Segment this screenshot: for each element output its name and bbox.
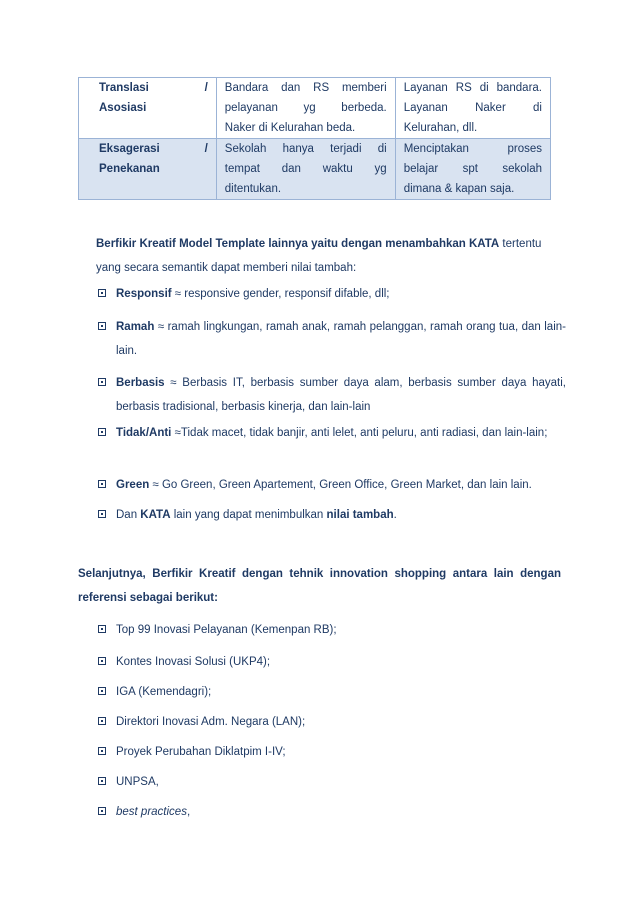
- cell-text: Sekolah hanya terjadi di: [224, 143, 387, 155]
- item-text: ≈ Go Green, Green Apartement, Green Office, Green Market, dan lain lain.: [149, 479, 532, 491]
- cell-line: [225, 78, 387, 98]
- list-item: [96, 740, 566, 764]
- list-item: [96, 800, 566, 824]
- checkbox-bullet-icon: [98, 428, 106, 436]
- list-item: [96, 680, 566, 704]
- row-label-slash: /: [204, 82, 208, 94]
- intro-paragraph: [96, 232, 566, 280]
- table-row: [79, 139, 551, 200]
- list-item: [96, 618, 566, 642]
- list-item: [96, 371, 566, 419]
- cell-line: [225, 118, 387, 138]
- intro-line2: yang secara semantik dapat memberi nilai tambah:: [96, 262, 357, 274]
- cell-line: [404, 118, 542, 138]
- row-label-slash: /: [204, 143, 208, 155]
- item-keyword: Berbasis: [116, 377, 165, 389]
- list-item: [96, 421, 566, 445]
- list-item: [96, 282, 566, 306]
- cell-line: [225, 179, 387, 199]
- checkbox-bullet-icon: [98, 747, 106, 755]
- cell-text: Naker di Kelurahan beda.: [224, 122, 356, 134]
- cell-text: Layanan Naker di: [403, 102, 542, 114]
- checkbox-bullet-icon: [98, 777, 106, 785]
- table-cell-result: [395, 139, 550, 200]
- item-text: Dan: [116, 509, 141, 521]
- item-keyword: Ramah: [116, 321, 155, 333]
- selanjutnya-paragraph: Selanjutnya, Berfikir Kreatif dengan tehnik innovation shopping antara lain dengan referensi sebagai berikut:: [78, 568, 561, 604]
- cell-line: [225, 98, 387, 118]
- checkbox-bullet-icon: [98, 480, 106, 488]
- list-item: [96, 503, 566, 527]
- cell-text: Bandara dan RS memberi: [224, 82, 387, 94]
- comparison-table: [78, 77, 551, 200]
- list-item: [96, 473, 566, 497]
- cell-line: [404, 159, 542, 179]
- cell-text: dimana & kapan saja.: [403, 183, 515, 195]
- item-text: ≈ Berbasis IT, berbasis sumber daya alam, berbasis sumber daya hayati, berbasis tradisional, berbasis kinerja, dan lain-lain: [116, 377, 566, 413]
- reference-text: UNPSA,: [116, 776, 159, 788]
- cell-text: tempat dan waktu yg: [224, 163, 387, 175]
- reference-text: Top 99 Inovasi Pelayanan (Kemenpan RB);: [116, 624, 337, 636]
- reference-text: Proyek Perubahan Diklatpim I-IV;: [116, 746, 286, 758]
- row-label: Eksagerasi: [99, 143, 160, 155]
- table-cell-label: [79, 78, 217, 139]
- item-text: .: [393, 509, 397, 521]
- checkbox-bullet-icon: [98, 378, 106, 386]
- cell-line: [225, 139, 387, 159]
- checkbox-bullet-icon: [98, 510, 106, 518]
- checkbox-bullet-icon: [98, 807, 106, 815]
- cell-text: belajar spt sekolah: [403, 163, 542, 175]
- row-label-line2: Penekanan: [99, 163, 160, 175]
- table-cell-example: [216, 78, 395, 139]
- cell-line: [225, 159, 387, 179]
- cell-text: Layanan RS di bandara.: [403, 82, 542, 94]
- checkbox-bullet-icon: [98, 625, 106, 633]
- reference-text: Kontes Inovasi Solusi (UKP4);: [116, 656, 271, 668]
- item-text: ≈Tidak macet, tidak banjir, anti lelet, anti peluru, anti radiasi, dan lain-lain;: [171, 427, 548, 439]
- list-item: [96, 710, 566, 734]
- checkbox-bullet-icon: [98, 717, 106, 725]
- item-text: ≈ responsive gender, responsif difable, dll;: [171, 288, 390, 300]
- cell-line: [404, 179, 542, 199]
- checkbox-bullet-icon: [98, 687, 106, 695]
- cell-line: [404, 98, 542, 118]
- list-item: [96, 650, 566, 674]
- reference-text: IGA (Kemendagri);: [116, 686, 212, 698]
- table-cell-example: [216, 139, 395, 200]
- item-text: ≈ ramah lingkungan, ramah anak, ramah pelanggan, ramah orang tua, dan lain-lain.: [116, 321, 566, 357]
- row-label: Translasi: [99, 82, 149, 94]
- list-item: [96, 315, 566, 363]
- checkbox-bullet-icon: [98, 657, 106, 665]
- table-cell-label: [79, 139, 217, 200]
- cell-line: [404, 139, 542, 159]
- checkbox-bullet-icon: [98, 322, 106, 330]
- cell-text: Kelurahan, dll.: [403, 122, 478, 134]
- list-item: [96, 770, 566, 794]
- reference-text: Direktori Inovasi Adm. Negara (LAN);: [116, 716, 306, 728]
- item-text: lain yang dapat menimbulkan: [170, 509, 327, 521]
- reference-text: ,: [186, 806, 191, 818]
- row-label-line2: Asosiasi: [99, 102, 147, 114]
- item-keyword: Tidak/Anti: [116, 427, 172, 439]
- item-keyword: nilai tambah: [326, 509, 394, 521]
- checkbox-bullet-icon: [98, 289, 106, 297]
- intro-rest: tertentu: [499, 238, 542, 250]
- cell-text: Menciptakan proses: [403, 143, 542, 155]
- reference-text: best practices: [116, 806, 187, 818]
- table-row: [79, 78, 551, 139]
- cell-text: ditentukan.: [224, 183, 282, 195]
- cell-text: pelayanan yg berbeda.: [224, 102, 387, 114]
- item-keyword: KATA: [140, 509, 171, 521]
- table-cell-result: [395, 78, 550, 139]
- item-keyword: Green: [116, 479, 150, 491]
- intro-bold: Berfikir Kreatif Model Template lainnya yaitu dengan menambahkan KATA: [96, 238, 500, 250]
- item-keyword: Responsif: [116, 288, 172, 300]
- cell-line: [404, 78, 542, 98]
